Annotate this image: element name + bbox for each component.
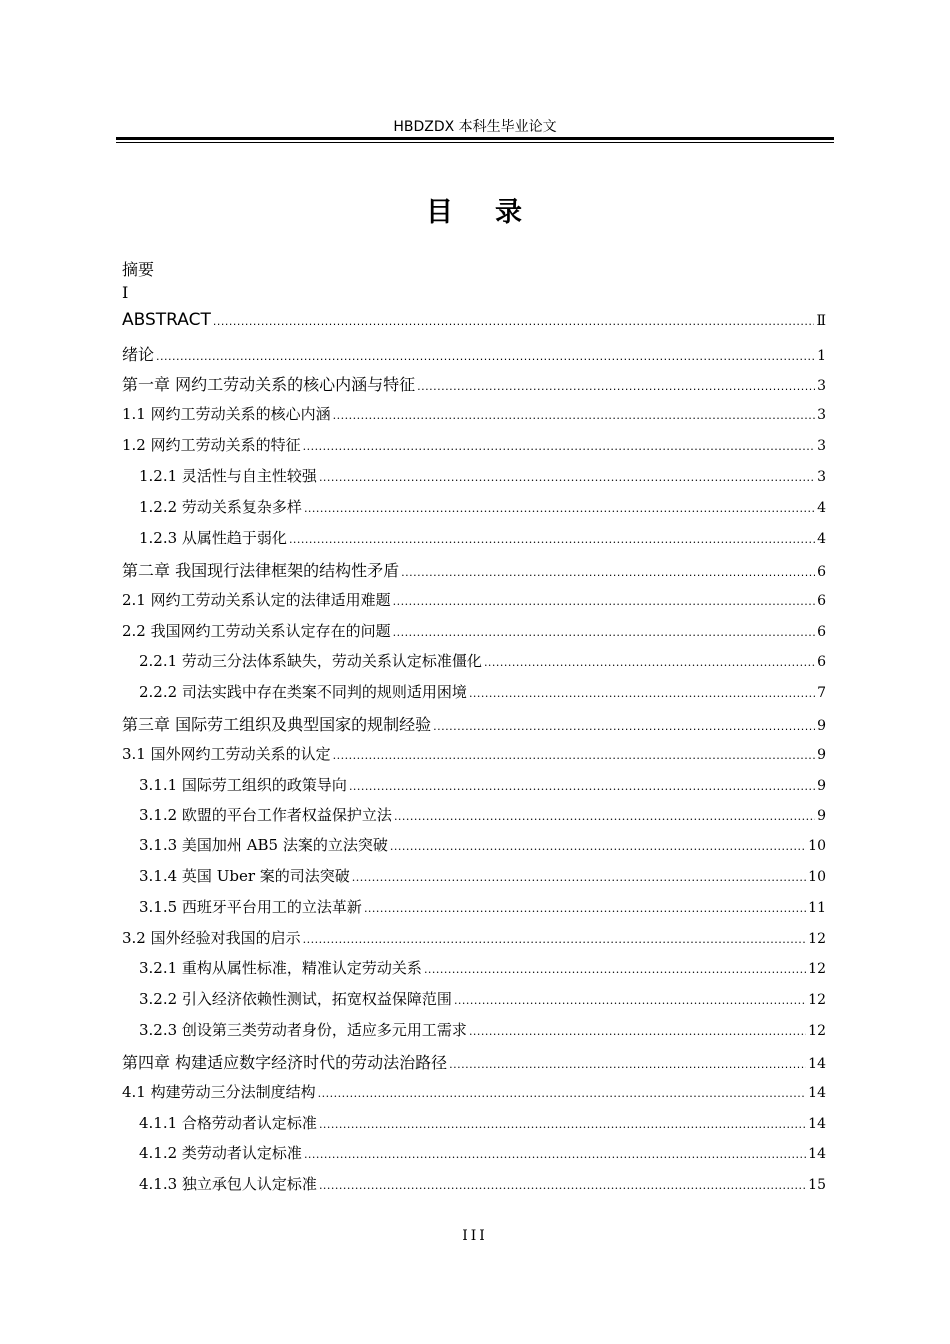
toc-entry-label: 1.2.1 灵活性与自主性较强 — [139, 467, 317, 485]
toc-entry-label: 1.2.2 劳动关系复杂多样 — [139, 498, 302, 516]
toc-entry[interactable] — [139, 1142, 826, 1163]
toc-entry-page: 4 — [817, 531, 826, 547]
toc-entry-page: 1 — [817, 348, 826, 364]
page-title-left: 目 — [426, 197, 455, 228]
toc-entry-label: 3.1.3 美国加州 AB5 法案的立法突破 — [139, 836, 388, 854]
toc-leader-dots — [364, 902, 806, 915]
toc-entry-label: 3.1.1 国际劳工组织的政策导向 — [139, 776, 347, 794]
toc-leader-dots — [390, 840, 806, 853]
toc-leader-dots — [213, 315, 815, 328]
toc-leader-dots — [433, 720, 815, 733]
toc-entry[interactable] — [122, 1050, 826, 1073]
toc-entry-label: 第四章 构建适应数字经济时代的劳动法治路径 — [122, 1053, 448, 1072]
toc-entry-page: 6 — [817, 593, 826, 609]
toc-entry-label: 3.2.2 引入经济依赖性测试，拓宽权益保障范围 — [139, 990, 452, 1008]
toc-entry[interactable] — [139, 1173, 826, 1194]
toc-entry-label: 3.2 国外经验对我国的启示 — [122, 929, 301, 947]
toc-leader-dots — [394, 810, 815, 823]
toc-entry-page: 14 — [808, 1116, 826, 1132]
toc-leader-dots — [352, 871, 806, 884]
toc-entry-page: 9 — [817, 747, 826, 763]
toc-entry-label: 4.1.3 独立承包人认定标准 — [139, 1175, 317, 1193]
toc-entry[interactable] — [122, 620, 826, 641]
toc-entry-label: 1.1 网约工劳动关系的核心内涵 — [122, 405, 331, 423]
toc-entry-label: 3.2.3 创设第三类劳动者身份，适应多元用工需求 — [139, 1021, 467, 1039]
toc-entry[interactable] — [139, 865, 826, 886]
toc-leader-dots — [289, 533, 815, 546]
toc-entry-label: 2.2 我国网约工劳动关系认定存在的问题 — [122, 622, 391, 640]
toc-entry[interactable] — [139, 681, 826, 702]
header-rule-thin — [116, 142, 834, 143]
toc-entry-label: 第三章 国际劳工组织及典型国家的规制经验 — [122, 715, 432, 734]
toc-leader-dots — [333, 409, 815, 422]
toc-entry-label: 2.2.2 司法实践中存在类案不同判的规则适用困境 — [139, 683, 467, 701]
toc-entry-page: 12 — [808, 961, 826, 977]
toc-leader-dots — [393, 595, 815, 608]
toc-entry-page: 3 — [817, 438, 826, 454]
toc-leader-dots — [484, 656, 815, 669]
toc-leader-dots — [469, 687, 815, 700]
toc-entry-page: 6 — [817, 564, 826, 580]
toc-entry[interactable] — [139, 1112, 826, 1133]
toc-leader-dots — [449, 1058, 806, 1071]
toc-leader-dots — [333, 749, 815, 762]
toc-entry-label: 第一章 网约工劳动关系的核心内涵与特征 — [122, 375, 416, 394]
toc-entry-page: 14 — [808, 1085, 826, 1101]
toc-entry-label: 4.1 构建劳动三分法制度结构 — [122, 1083, 316, 1101]
toc-entry-page: 12 — [808, 931, 826, 947]
toc-entry-label: 3.1.2 欧盟的平台工作者权益保护立法 — [139, 806, 392, 824]
toc-entry-page: 3 — [817, 378, 826, 394]
toc-entry-page: 9 — [817, 808, 826, 824]
toc-entry[interactable] — [122, 372, 826, 395]
toc-entry-page: 12 — [808, 1023, 826, 1039]
toc-entry[interactable] — [122, 342, 826, 365]
toc-entry-page: 14 — [808, 1146, 826, 1162]
toc-entry[interactable] — [139, 465, 826, 486]
toc-abstract-cn-page: I — [122, 283, 129, 302]
toc-entry-label: 1.2 网约工劳动关系的特征 — [122, 436, 301, 454]
header-rule-thick — [116, 137, 834, 140]
toc-entry[interactable] — [139, 834, 826, 855]
toc-entry-page: 10 — [808, 869, 826, 885]
page-title — [0, 190, 950, 229]
toc-entry-label: 绪论 — [122, 345, 155, 364]
toc-entry-page: 9 — [817, 718, 826, 734]
running-header: HBDZDX 本科生毕业论文 — [393, 119, 557, 135]
toc-entry[interactable] — [122, 589, 826, 610]
toc-entry[interactable] — [139, 1019, 826, 1040]
toc-leader-dots — [401, 566, 815, 579]
toc-entry-label: 3.1.5 西班牙平台用工的立法革新 — [139, 898, 362, 916]
toc-leader-dots — [417, 380, 815, 393]
toc-entry[interactable] — [122, 434, 826, 455]
toc-entry-page: 6 — [817, 624, 826, 640]
toc-entry[interactable] — [139, 957, 826, 978]
toc-leader-dots — [454, 994, 806, 1007]
toc-entry-label: 2.2.1 劳动三分法体系缺失，劳动关系认定标准僵化 — [139, 652, 482, 670]
toc-entry-label: 第二章 我国现行法律框架的结构性矛盾 — [122, 561, 400, 580]
toc-entry-page: 4 — [817, 500, 826, 516]
toc-entry-label: 1.2.3 从属性趋于弱化 — [139, 529, 287, 547]
toc-entry[interactable] — [139, 650, 826, 671]
toc-entry[interactable] — [139, 527, 826, 548]
toc-entry-page: Ⅱ — [816, 313, 826, 329]
toc-entry-page: 11 — [808, 900, 826, 916]
toc-entry-page: 6 — [817, 654, 826, 670]
toc-entry[interactable] — [122, 558, 826, 581]
toc-entry[interactable] — [122, 310, 826, 330]
toc-leader-dots — [349, 780, 815, 793]
toc-entry[interactable] — [122, 403, 826, 424]
toc-entry-label: 4.1.1 合格劳动者认定标准 — [139, 1114, 317, 1132]
toc-entry-page: 12 — [808, 992, 826, 1008]
toc-leader-dots — [393, 626, 815, 639]
toc-entry[interactable] — [122, 743, 826, 764]
toc-entry-page: 3 — [817, 407, 826, 423]
toc-abstract-cn-label[interactable]: 摘要 — [122, 260, 155, 279]
toc-entry-label: 4.1.2 类劳动者认定标准 — [139, 1144, 302, 1162]
toc-leader-dots — [303, 440, 815, 453]
page-title-right: 录 — [495, 197, 524, 228]
toc-entry-label: ABSTRACT — [122, 310, 211, 330]
toc-entry[interactable] — [122, 712, 826, 735]
toc-leader-dots — [469, 1025, 806, 1038]
toc-entry-page: 14 — [808, 1056, 826, 1072]
toc-entry[interactable] — [139, 896, 826, 917]
toc-leader-dots — [318, 1087, 807, 1100]
toc-leader-dots — [424, 963, 806, 976]
toc-entry-label: 3.1.4 英国 Uber 案的司法突破 — [139, 867, 350, 885]
toc-leader-dots — [156, 350, 815, 363]
toc-leader-dots — [303, 933, 807, 946]
page-number: III — [462, 1228, 488, 1244]
toc-entry-page: 7 — [817, 685, 826, 701]
toc-entry-label: 2.1 网约工劳动关系认定的法律适用难题 — [122, 591, 391, 609]
toc-entry-page: 9 — [817, 778, 826, 794]
toc-entry-label: 3.1 国外网约工劳动关系的认定 — [122, 745, 331, 763]
toc-entry[interactable] — [122, 1081, 826, 1102]
toc-entry[interactable] — [139, 804, 826, 825]
toc-leader-dots — [319, 1179, 806, 1192]
toc-leader-dots — [319, 471, 815, 484]
toc-entry-label: 3.2.1 重构从属性标准，精准认定劳动关系 — [139, 959, 422, 977]
toc-entry[interactable] — [139, 496, 826, 517]
toc-entry[interactable] — [139, 988, 826, 1009]
toc-leader-dots — [304, 1148, 806, 1161]
toc-leader-dots — [319, 1118, 806, 1131]
toc-leader-dots — [304, 502, 815, 515]
toc-entry-page: 10 — [808, 838, 826, 854]
toc-entry-page: 3 — [817, 469, 826, 485]
toc-entry-page: 15 — [808, 1177, 826, 1193]
toc-entry[interactable] — [122, 927, 826, 948]
toc-entry[interactable] — [139, 774, 826, 795]
